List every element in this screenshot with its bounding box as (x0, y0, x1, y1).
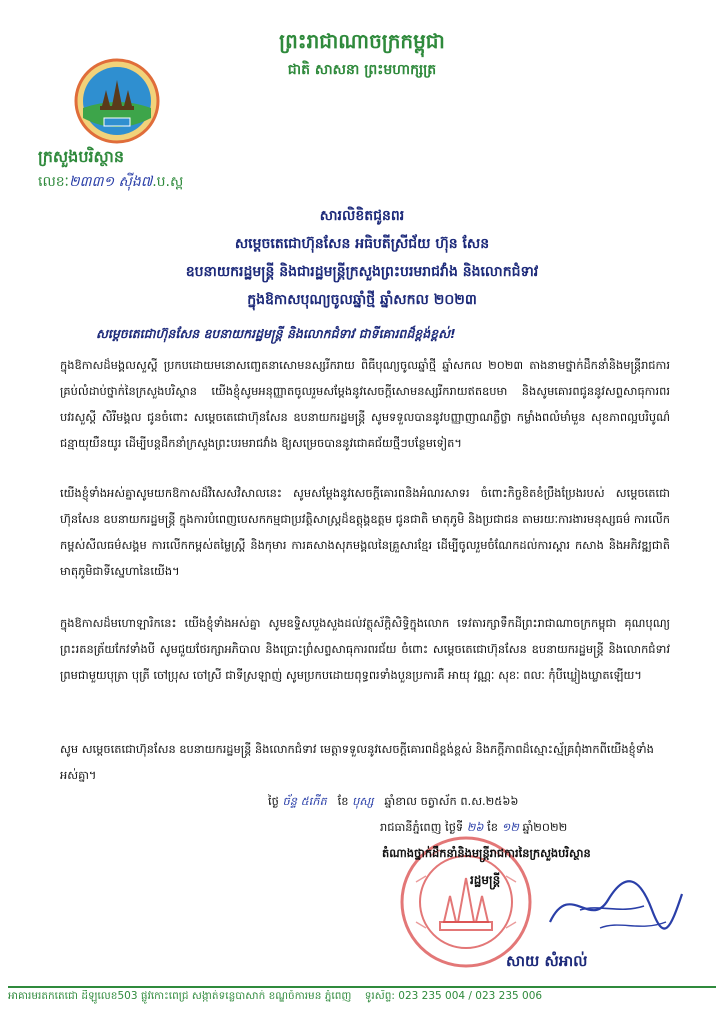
lunar-date (268, 794, 518, 811)
footer-divider (8, 986, 716, 988)
ministry-name: ក្រសួងបរិស្ថាន (38, 147, 125, 166)
title-occasion: ក្នុងឱកាសបុណ្យចូលឆ្នាំថ្មី ឆ្នាំសកល ២០២៣ (247, 292, 477, 308)
reference-number (38, 172, 183, 193)
solar-day: ២៦ (466, 820, 484, 834)
solar-prefix: រាជធានីភ្នំពេញ ថ្ងៃទី (380, 820, 464, 834)
lunar-day: ច័ន្ទ ៥កើត (282, 794, 327, 808)
footer-phone: ទូរស័ព្ទ: 023 235 004 / 023 235 006 (364, 990, 543, 1002)
ref-suffix: .ប.ស្ព (152, 174, 184, 190)
signatory-title: រដ្ឋមន្ត្រី (470, 873, 501, 887)
body-paragraph-1: ក្នុងឱកាសដ៏មង្គលសួស្តី ប្រកបដោយមនោសញ្ចេតនាសោមនស្សរីករាយ ពិធីបុណ្យចូលឆ្នាំថ្មី ឆ្នាំសកល ២០២៣ តាងនាមថ្នាក់ដឹកនាំនិងមន្ត្រីរាជការគ្រប់លំដាប់ថ្នាក់នៃក្រសួងបរិស្ថាន យើងខ្ញុំសូមអនុញ្ញាតចូលរួមសម្តែងនូវសេចក្តីសោមនស្សរីករាយឥតឧបមា និងសូមគោរពជូននូវសព្ទសាធុការពរ បវរសួស្តី សិរីមង្គល ជូនចំពោះ សម្តេចតេជោហ៊ុនសែន ឧបនាយករដ្ឋមន្ត្រី សូមទទួលបាននូវបញ្ញាញាណភ្លឺថ្លា កម្លាំងពលំមាំមួន សុខភាពល្អបរិបូណ៌ ជន្មាយុយឺនយូរ ដើម្បីបន្តដឹកនាំក្រសួងព្រះបរមរាជវាំង ឱ្យសម្រេចបាននូវជោគជ័យថ្មីៗបន្ថែមទៀត។ (60, 358, 670, 450)
signatory-name: សាយ សំអាល់ (506, 952, 588, 970)
closing-paragraph: សូម សម្តេចតេជោហ៊ុនសែន ឧបនាយករដ្ឋមន្ត្រី និងលោកជំទាវ មេត្តាទទួលនូវសេចក្តីគោរពដ៏ខ្ពង់ខ្ពស់ និងភក្តីភាពដ៏ស្មោះស្ម័គ្រពុំងាកពីយើងខ្ញុំទាំងអស់គ្នា។ (60, 742, 654, 782)
ref-label: លេខៈ (38, 174, 69, 190)
solar-month: ១២ (501, 820, 519, 834)
kingdom-heading: ព្រះរាជាណាចក្រកម្ពុជា (279, 29, 445, 53)
title-recipient: សម្តេចតេជោហ៊ុនសែន អធិបតីស្រីជ័យ ហ៊ុន សែន (234, 236, 490, 252)
document-title: សារលិខិតជូនពរ (319, 208, 405, 224)
lunar-prefix: ថ្ងៃ (268, 794, 279, 808)
handwritten-signature (540, 870, 690, 940)
lunar-year: ឆ្នាំខាល ចត្វាស័ក ព.ស.២៥៦៦ (384, 794, 519, 808)
body-paragraph-3: ក្នុងឱកាសដ៏មហោឡារិកនេះ យើងខ្ញុំទាំងអស់គ្នា សូមឧទ្ទិសបួងសួងដល់វត្ថុស័ក្តិសិទ្ធិក្នុងលោក ទេវតារក្សាទឹកដីព្រះរាជាណាចក្រកម្ពុជា គុណបុណ្យព្រះរតនត្រ័យកែវទាំងបី សូមជួយថែរក្សាអភិបាល និងប្រោះព្រំសព្ទសាធុការពរជ័យ ចំពោះ សម្តេចតេជោហ៊ុនសែន ឧបនាយករដ្ឋមន្ត្រី និងលោកជំទាវ ព្រមជាមួយបុត្រា បុត្រី ចៅប្រុស ចៅស្រី ជាទីស្រឡាញ់ សូមប្រកបដោយពុទ្ធពរទាំងបួនប្រការគឺ អាយុ វណ្ណៈ សុខៈ ពលៈ កុំបីឃ្លៀងឃ្លាតឡើយ។ (60, 616, 670, 682)
signatory-organization: តំណាងថ្នាក់ដឹកនាំនិងមន្ត្រីរាជការនៃក្រសួងបរិស្ថាន (382, 846, 591, 860)
footer (8, 990, 716, 1005)
lunar-month: បុស្ស (352, 794, 374, 808)
solar-month-label: ខែ (487, 820, 498, 834)
footer-address: អាគារមរតកតេជោ ដីឡូលេខ503 ផ្លូវកោះពេជ្រ សង្កាត់ទន្លេបាសាក់ ខណ្ឌចំការមន ភ្នំពេញ (8, 990, 352, 1002)
title-position: ឧបនាយករដ្ឋមន្ត្រី និងជារដ្ឋមន្ត្រីក្រសួងព្រះបរមរាជវាំង និងលោកជំទាវ (185, 264, 539, 280)
body-paragraph-2: យើងខ្ញុំទាំងអស់គ្នាសូមយកឱកាសដ៏វិសេសវិសាលនេះ សូមសម្តែងនូវសេចក្តីគោរពនិងអំណរសាទរ ចំពោះកិច្ចខិតខំប្រឹងប្រែងរបស់ សម្តេចតេជោហ៊ុនសែន ឧបនាយករដ្ឋមន្ត្រី ក្នុងការបំពេញបេសកកម្មជាប្រវត្តិសាស្ត្រដ៏ឧត្តុង្គឧត្តម ជូនជាតិ មាតុភូមិ និងប្រជាជន តាមរយៈការងារមនុស្សធម៌ ការលើកកម្ពស់សីលធម៌សង្គម ការលើកកម្ពស់តម្លៃស្ត្រី និងកុមារ ការគសាងសុភមង្គលនៃគ្រួសារខ្មែរ ដើម្បីចូលរួមចំណែកដល់ការស្តារ កសាង និងអភិវឌ្ឍជាតិមាតុភូមិជាទីស្នេហានៃយើង។ (60, 486, 670, 578)
national-motto: ជាតិ សាសនា ព្រះមហាក្សត្រ (287, 62, 437, 78)
lunar-month-label: ខែ (337, 794, 349, 808)
ref-number: ២៣៣១ ស៊ីង៧ (68, 174, 153, 190)
salutation: សម្តេចតេជោហ៊ុនសែន ឧបនាយករដ្ឋមន្ត្រី និងលោកជំទាវ ជាទីគោរពដ៏ខ្ពង់ខ្ពស់! (96, 326, 456, 341)
ministry-logo (74, 58, 160, 144)
solar-year: ឆ្នាំ២០២២ (522, 820, 568, 834)
